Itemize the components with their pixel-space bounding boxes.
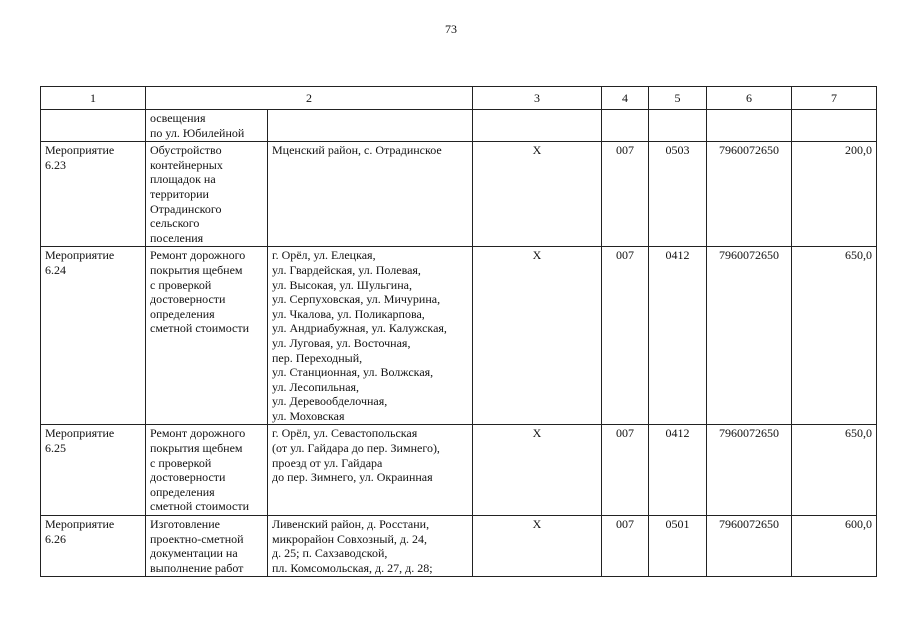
row-col3: X xyxy=(473,247,602,425)
header-col-4: 4 xyxy=(602,87,649,110)
row-location: г. Орёл, ул. Севастопольская (от ул. Гайдара до пер. Зимнего), проезд от ул. Гайдара до пер. Зимнего, ул. Окраинная xyxy=(268,425,473,516)
header-col-2: 2 xyxy=(146,87,473,110)
row-col7: 650,0 xyxy=(792,425,877,516)
budget-table xyxy=(40,86,877,577)
row-col7: 650,0 xyxy=(792,247,877,425)
row-col6: 7960072650 xyxy=(707,247,792,425)
row-location: Ливенский район, д. Росстани, микрорайон Совхозный, д. 24, д. 25; п. Сахзаводской, пл. Комсомольская, д. 27, д. 28; xyxy=(268,516,473,577)
row-label: Мероприятие 6.24 xyxy=(41,247,146,425)
header-col-6: 6 xyxy=(707,87,792,110)
table-row xyxy=(41,516,877,577)
row-col5: 0503 xyxy=(649,142,707,247)
header-col-5: 5 xyxy=(649,87,707,110)
row-name: Ремонт дорожного покрытия щебнем с проверкой достоверности определения сметной стоимости xyxy=(146,425,268,516)
row-col5: 0412 xyxy=(649,247,707,425)
table-row xyxy=(41,142,877,247)
row-col3: X xyxy=(473,425,602,516)
continuation-cell-6 xyxy=(649,110,707,142)
row-col6: 7960072650 xyxy=(707,425,792,516)
row-label: Мероприятие 6.23 xyxy=(41,142,146,247)
header-col-1: 1 xyxy=(41,87,146,110)
row-col6: 7960072650 xyxy=(707,142,792,247)
row-col3: X xyxy=(473,516,602,577)
row-location: г. Орёл, ул. Елецкая, ул. Гвардейская, ул. Полевая, ул. Высокая, ул. Шульгина, ул. Серпуховская, ул. Мичурина, ул. Чкалова, ул. Поликарпова, ул. Андриабужная, ул. Калужская, ул. Луговая, ул. Восточная, пер. Переходный, ул. Станционная, ул. Волжская, ул. Лесопильная, ул. Деревообделочная, ул. Моховская xyxy=(268,247,473,425)
row-label: Мероприятие 6.26 xyxy=(41,516,146,577)
continuation-cell-3 xyxy=(268,110,473,142)
table-row xyxy=(41,247,877,425)
header-col-7: 7 xyxy=(792,87,877,110)
row-location: Мценский район, с. Отрадинское xyxy=(268,142,473,247)
continuation-name-cell: освещения по ул. Юбилейной xyxy=(146,110,268,142)
continuation-row xyxy=(41,110,877,142)
row-col4: 007 xyxy=(602,425,649,516)
row-col4: 007 xyxy=(602,247,649,425)
table-row xyxy=(41,425,877,516)
row-col7: 600,0 xyxy=(792,516,877,577)
row-label: Мероприятие 6.25 xyxy=(41,425,146,516)
row-col6: 7960072650 xyxy=(707,516,792,577)
header-col-3: 3 xyxy=(473,87,602,110)
continuation-cell-5 xyxy=(602,110,649,142)
row-name: Ремонт дорожного покрытия щебнем с проверкой достоверности определения сметной стоимости xyxy=(146,247,268,425)
continuation-cell-4 xyxy=(473,110,602,142)
row-name: Изготовление проектно-сметной документации на выполнение работ xyxy=(146,516,268,577)
page-number: 73 xyxy=(445,22,457,36)
row-col4: 007 xyxy=(602,516,649,577)
header-row xyxy=(41,87,877,110)
continuation-cell-1 xyxy=(41,110,146,142)
continuation-cell-7 xyxy=(707,110,792,142)
row-col3: X xyxy=(473,142,602,247)
row-name: Обустройство контейнерных площадок на территории Отрадинского сельского поселения xyxy=(146,142,268,247)
row-col5: 0412 xyxy=(649,425,707,516)
continuation-cell-8 xyxy=(792,110,877,142)
row-col7: 200,0 xyxy=(792,142,877,247)
row-col4: 007 xyxy=(602,142,649,247)
row-col5: 0501 xyxy=(649,516,707,577)
